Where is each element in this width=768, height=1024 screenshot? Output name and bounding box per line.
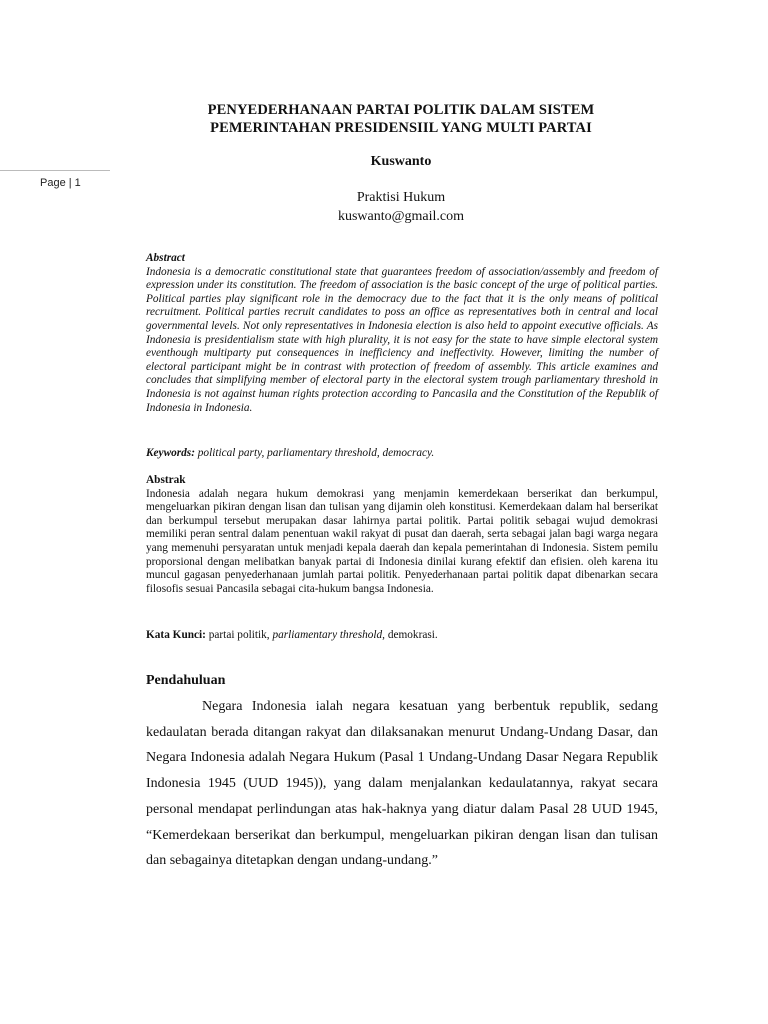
kata-kunci-part-2: parliamentary threshold, (272, 629, 385, 641)
kata-kunci-part-3: demokrasi. (385, 629, 438, 641)
abstrak-heading: Abstrak (146, 474, 186, 486)
abstract-heading: Abstract (146, 252, 185, 264)
author-email: kuswanto@gmail.com (337, 209, 465, 224)
paper-title (146, 101, 656, 137)
author-affiliation: Praktisi Hukum (356, 190, 446, 205)
title-line-1: PENYEDERHANAAN PARTAI POLITIK DALAM SISTEM (207, 102, 595, 118)
page-number: Page | 1 (40, 177, 81, 189)
abstrak-text: Indonesia adalah negara hukum demokrasi yang menjamin kemerdekaan berserikat dan berkumpul, mengeluarkan pikiran dengan lisan dan tulisan yang dijamin oleh konstitusi. Kemerdekaan dalam hal berserikat dan berkumpul tersebut merupakan dasar lahirnya partai politik. Partai politik sebagai wujud demokrasi memiliki peran sentral dalam penentuan wakil rakyat di pusat dan daerah, serta sebagai jalan bagi warga negara yang memenuhi persyaratan untuk menjadi kepala daerah dan kepala pemerintahan di Indonesia. Sistem pemilu proporsional dengan melibatkan banyak partai di Indonesia dinilai kurang efektif dan efisien. oleh karena itu muncul gagasan penyederhanaan jumlah partai politik. Penyederhanaan partai politik dapat dibenarkan secara filosofis sesuai Pancasila sebagai cita-hukum bangsa Indonesia. (146, 487, 658, 595)
introduction-text: Negara Indonesia ialah negara kesatuan yang berbentuk republik, sedang kedaulatan berada ditangan rakyat dan dilaksanakan menurut Undang-Undang Dasar, dan Negara Indonesia adalah Negara Hukum (Pasal 1 Undang-Undang Dasar Negara Republik Indonesia 1945 (UUD 1945)), yang dalam menjalankan kedaulatannya, rakyat secara personal mendapat perlindungan atas hak-haknya yang diatur dalam Pasal 28 UUD 1945, “Kemerdekaan berserikat dan berkumpul, mengeluarkan pikiran dengan lisan dan tulisan dan sebagainya ditetapkan dengan undang-undang.” (146, 699, 658, 869)
abstract-english (146, 252, 658, 415)
page-margin-rule (0, 170, 110, 171)
author-affiliation-block (146, 188, 656, 226)
keywords-indonesian (146, 629, 658, 643)
abstract-indonesian (146, 474, 658, 596)
abstract-text: Indonesia is a democratic constitutional state that guarantees freedom of association/assembly and freedom of expression under its constitution. The freedom of association is the basic concept of the urge of political parties. Political parties play significant role in the democracy due to the fact that it is the only means of political recruitment. Political parties recruit candidates to poss an office as representatives both in central and local governmental levels. Not only representatives in Indonesia election is also held to appoint executive officials. As Indonesia is presidentialism state with high plurality, it is not easy for the state to have simple electoral system eventhough multiparty put consequences in inefficiency and ineffectivity. However, limiting the number of electoral participant might be in contrast with protection of freedom of assembly. This article examines and concludes that simplifying member of electoral party in the electoral system trough parliamentary threshold in Indonesia is not against human rights protection according to Pancasila and the Constitution of the Republik of Indonesia in Indonesia. (146, 265, 658, 414)
introduction-paragraph (146, 694, 658, 874)
keywords-english (146, 447, 658, 461)
keywords-list: political party, parliamentary threshold, democracy. (194, 447, 435, 459)
title-line-2: PEMERINTAHAN PRESIDENSIIL YANG MULTI PARTAI (210, 120, 592, 136)
keywords-label: Keywords: (146, 447, 195, 459)
author-name: Kuswanto (370, 154, 432, 169)
section-heading-introduction: Pendahuluan (146, 673, 226, 688)
kata-kunci-label: Kata Kunci: (146, 629, 206, 641)
kata-kunci-part-1: partai politik, (205, 629, 273, 641)
